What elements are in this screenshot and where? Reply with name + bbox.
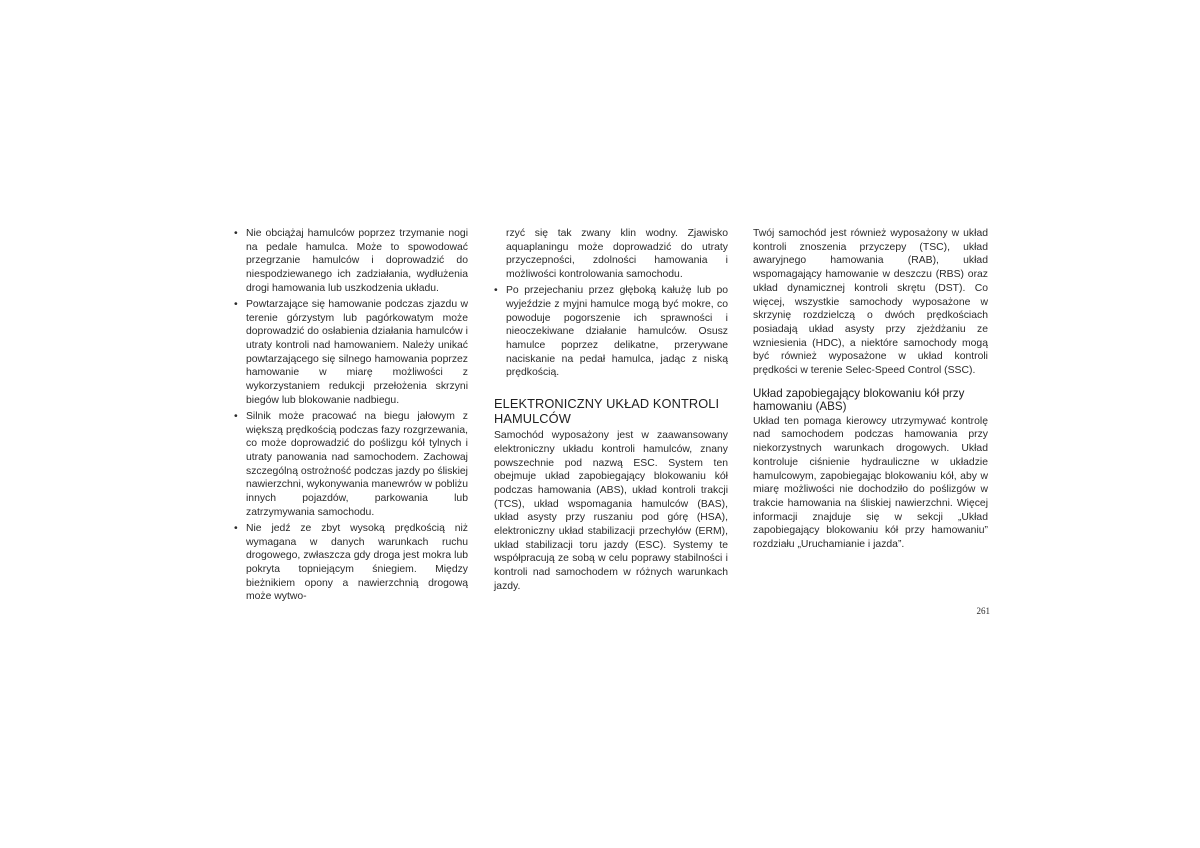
page-number: 261 <box>976 606 990 616</box>
list-item <box>494 284 728 380</box>
body-paragraph: Układ ten pomaga kierowcy utrzymywać kontrolę nad samochodem podczas hamowania przy niekorzystnych warunkach drogowych. Układ kontroluje ciśnienie hydrauliczne w układzie hamulcowym, zapobiegając blokowaniu kół, aby w miarę możliwości nie dochodziło do poślizgów w trakcie hamowania na śliskiej nawierzchni. Więcej informacji znajduje się w sekcji „Układ zapobiegający blokowaniu kół przy hamowaniu” rozdziału „Uruchamianie i jazda”. <box>753 415 988 551</box>
continued-bullet-text: rzyć się tak zwany klin wodny. Zjawisko aquaplaningu może doprowadzić do utraty przyczepności, zdolności hamowania i możliwości kontrolowania samochodu. <box>506 228 728 281</box>
bullet-icon: • <box>234 410 238 422</box>
bullet-list <box>234 227 468 604</box>
list-item <box>234 410 468 520</box>
bullet-text: Silnik może pracować na biegu jałowym z większą prędkością podczas fazy rozgrzewania, co może doprowadzić do poślizgu kół tylnych i utraty panowania nad samochodem. Zachowaj szczególną ostrożność podczas jazdy po śliskiej nawierzchni, wykonywania manewrów w pobliżu innych pojazdów, parkowania lub zatrzymywania samochodu. <box>246 410 468 518</box>
column-right <box>753 227 988 552</box>
column-middle <box>494 227 728 594</box>
bullet-icon: • <box>234 228 238 239</box>
bullet-icon: • <box>494 285 498 297</box>
body-paragraph: Samochód wyposażony jest w zaawansowany elektroniczny układu kontroli hamulców, znany powszechnie pod nazwą ESC. System ten obejmuje układ zapobiegający blokowaniu kół podczas hamowania (ABS), układ kontroli trakcji (TCS), układ wspomagania hamulców (BAS), układ asysty przy ruszaniu pod górę (HSA), elektroniczny układ stabilizacji przechyłów (ERM), układ stabilizacji toru jazdy (ESC). Systemy te współpracują ze sobą w celu poprawy stabilności i kontroli nad samochodem w różnych warunkach jazdy. <box>494 430 728 592</box>
body-paragraph: Twój samochód jest również wyposażony w układ kontroli znoszenia przyczepy (TSC), układ awaryjnego hamowania (RAB), układ wspomagający hamowanie w deszczu (RBS) oraz układ dynamicznej kontroli skrętu (DST). Co więcej, wszystkie samochody wyposażone w skrzynię rozdzielczą o dwóch prędkościach posiadają układ asysty przy zjeżdżaniu ze wzniesienia (HDC), a niektóre samochody mogą być również wyposażone w układ kontroli prędkości w terenie Selec-Speed Control (SSC). <box>753 228 988 377</box>
list-item <box>234 227 468 296</box>
list-item <box>234 522 468 604</box>
bullet-text: Po przejechaniu przez głęboką kałużę lub po wyjeździe z myjni hamulce mogą być mokre, co powoduje pogorszenie ich sprawności i nieoczekiwane działanie hamulców. Osusz hamulce poprzez delikatne, przerywane naciskanie na pedał hamulca, jadąc z niską prędkością. <box>506 285 728 379</box>
bullet-text: Powtarzające się hamowanie podczas zjazdu w terenie górzystym lub pagórkowatym może doprowadzić do osłabienia działania hamulców i utraty kontroli nad hamowaniem. Należy unikać powtarzającego się silnego hamowania poprzez hamowanie w miarę możliwości z wykorzystaniem redukcji przełożenia skrzyni biegów lub blokowanie nadbiegu. <box>246 298 468 406</box>
section-heading: ELEKTRONICZNY UKŁAD KONTROLI HAMULCÓW <box>494 396 720 427</box>
column-left <box>234 227 468 607</box>
bullet-list <box>494 284 728 380</box>
bullet-icon: • <box>234 298 238 310</box>
subsection-heading: Układ zapobiegający blokowaniu kół przy hamowaniu (ABS) <box>753 386 965 414</box>
bullet-text: Nie obciążaj hamulców poprzez trzymanie nogi na pedale hamulca. Może to spowodować przegrzanie hamulców i doprowadzić do niespodziewanego ich zadziałania, wydłużenia drogi hamowania lub uszkodzenia układu. <box>246 228 468 294</box>
bullet-text: Nie jedź ze zbyt wysoką prędkością niż wymagana w danych warunkach ruchu drogowego, zwłaszcza gdy droga jest mokra lub pokryta topniejącym śniegiem. Między bieżnikiem opony a nawierzchnią drogową może wytwo- <box>246 522 468 603</box>
bullet-icon: • <box>234 522 238 534</box>
list-item <box>234 298 468 408</box>
